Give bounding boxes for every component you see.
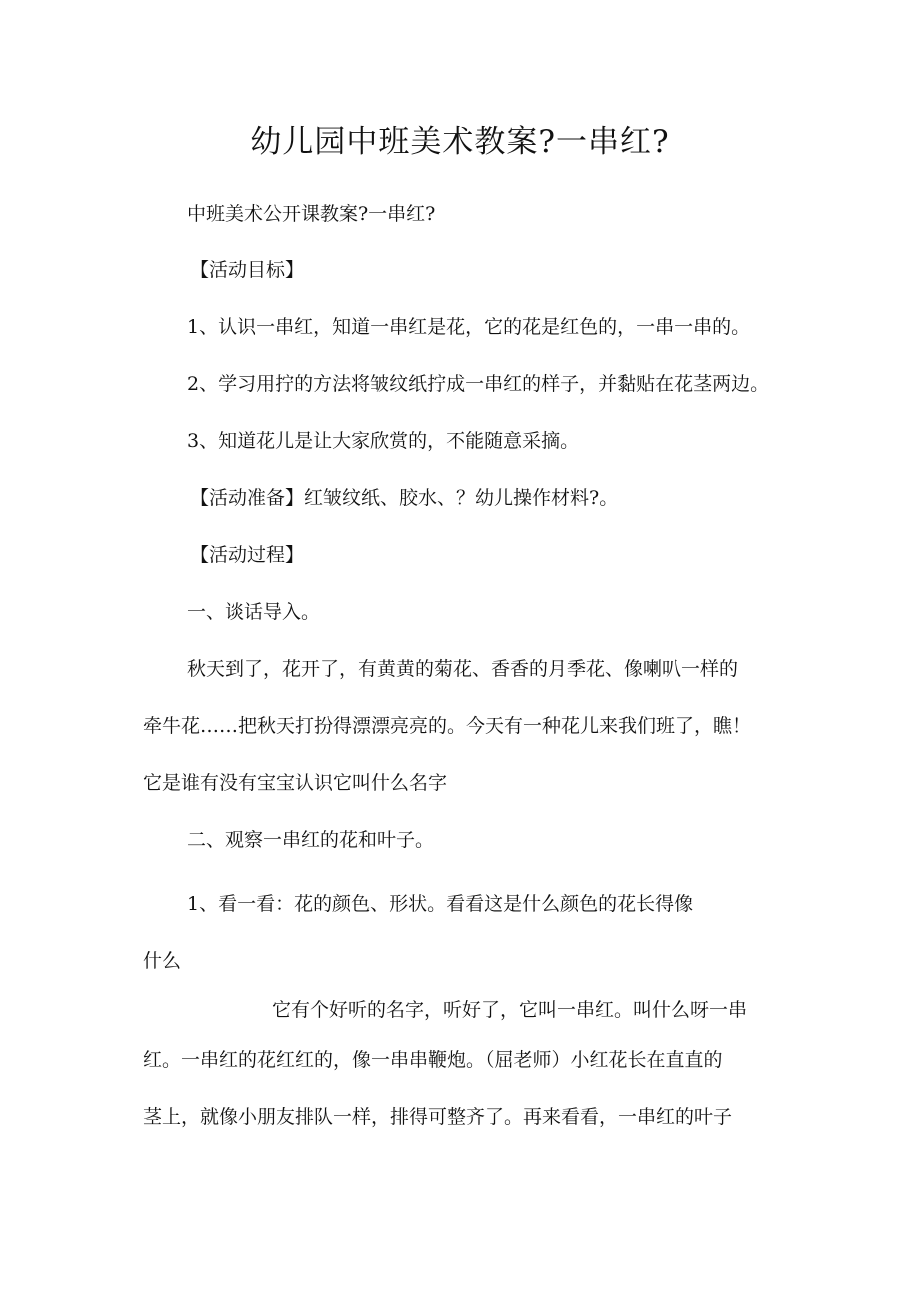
paragraph-2-line-2: 红。一串红的花红红的，像一串串鞭炮。（屈老师）小红花长在直直的 [143,1049,723,1071]
step-2-heading: 二、观察一串红的花和叶子。 [187,829,435,851]
subtitle: 中班美术公开课教案?一串红? [187,203,436,225]
goal-item-1: 1、认识一串红，知道一串红是花，它的花是红色的，一串一串的。 [187,316,751,338]
goal-item-3: 3、知道花儿是让大家欣赏的，不能随意采摘。 [187,430,580,452]
section-heading-process: 【活动过程】 [190,544,305,566]
goal-item-2: 2、学习用拧的方法将皱纹纸拧成一串红的样子，并黏贴在花茎两边。 [187,373,770,395]
document-title: 幼儿园中班美术教案?一串红? [250,124,670,160]
paragraph-2-line-1: 它有个好听的名字，听好了，它叫一串红。叫什么呀一串 [272,999,748,1021]
section-heading-goals: 【活动目标】 [190,259,305,281]
paragraph-2-line-3: 茎上，就像小朋友排队一样，排得可整齐了。再来看看，一串红的叶子 [143,1106,733,1128]
step-2-item-1-line-1: 1、看一看：花的颜色、形状。看看这是什么颜色的花长得像 [187,893,694,915]
section-heading-preparation: 【活动准备】红皱纹纸、胶水、？幼儿操作材料?。 [190,487,619,509]
paragraph-1-line-1: 秋天到了，花开了，有黄黄的菊花、香香的月季花、像喇叭一样的 [187,658,739,680]
paragraph-1-line-3: 它是谁有没有宝宝认识它叫什么名字 [143,772,448,794]
step-1-heading: 一、谈话导入。 [187,601,321,623]
step-2-item-1-line-2: 什么 [143,950,182,972]
paragraph-1-line-2: 牵牛花……把秋天打扮得漂漂亮亮的。今天有一种花儿来我们班了，瞧！ [143,715,752,737]
